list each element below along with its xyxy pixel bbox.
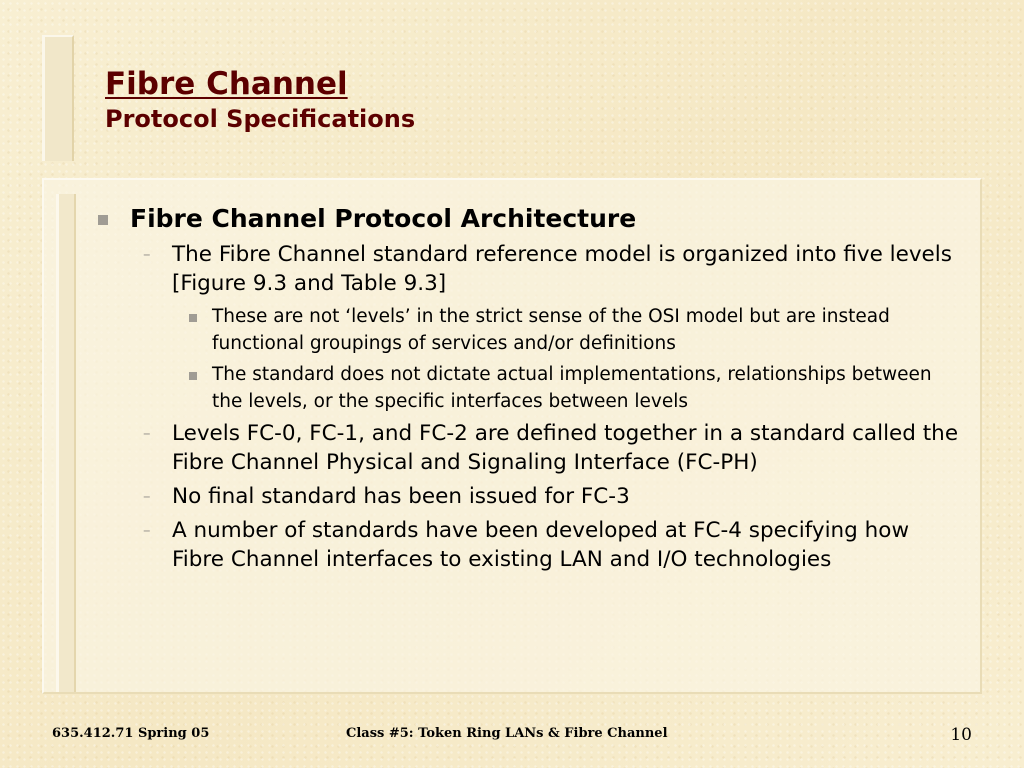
bullet-heading: Fibre Channel Protocol Architecture <box>130 204 637 233</box>
slide-title: Fibre Channel <box>105 66 348 102</box>
content-accent-bar <box>56 194 76 692</box>
slide-body <box>96 202 966 579</box>
title-accent-bar <box>42 35 74 161</box>
dash-bullet-icon: – <box>143 424 151 442</box>
bullet-level-2 <box>96 240 966 298</box>
bullet-level-3 <box>96 303 966 357</box>
footer-class-title: Class #5: Token Ring LANs & Fibre Channel <box>346 726 668 741</box>
dash-bullet-icon: – <box>143 521 151 539</box>
dash-bullet-icon: – <box>143 487 151 505</box>
dash-bullet-icon: – <box>143 245 151 263</box>
bullet-text: These are not ‘levels’ in the strict sense of the OSI model but are instead functional groupings of services and/or definitions <box>212 306 890 354</box>
bullet-level-3 <box>96 361 966 415</box>
bullet-text: The standard does not dictate actual implementations, relationships between the levels, or the specific interfaces between levels <box>212 364 932 412</box>
square-bullet-icon <box>189 372 197 380</box>
title-block <box>105 66 415 136</box>
footer-course: 635.412.71 Spring 05 <box>52 726 210 741</box>
square-bullet-icon <box>98 215 108 225</box>
bullet-level-1 <box>96 202 966 236</box>
bullet-text: No final standard has been issued for FC-3 <box>172 484 630 509</box>
square-bullet-icon <box>189 314 197 322</box>
bullet-level-2 <box>96 482 966 511</box>
bullet-level-2 <box>96 419 966 477</box>
page-number: 10 <box>950 725 972 745</box>
bullet-level-2 <box>96 516 966 574</box>
bullet-text: The Fibre Channel standard reference model is organized into five levels [Figure 9.3 and Table 9.3] <box>172 242 952 296</box>
bullet-text: A number of standards have been developed at FC-4 specifying how Fibre Channel interfaces to existing LAN and I/O technologies <box>172 518 910 572</box>
slide-subtitle: Protocol Specifications <box>105 105 416 133</box>
bullet-text: Levels FC-0, FC-1, and FC-2 are defined together in a standard called the Fibre Channel Physical and Signaling Interface (FC-PH) <box>172 421 959 475</box>
